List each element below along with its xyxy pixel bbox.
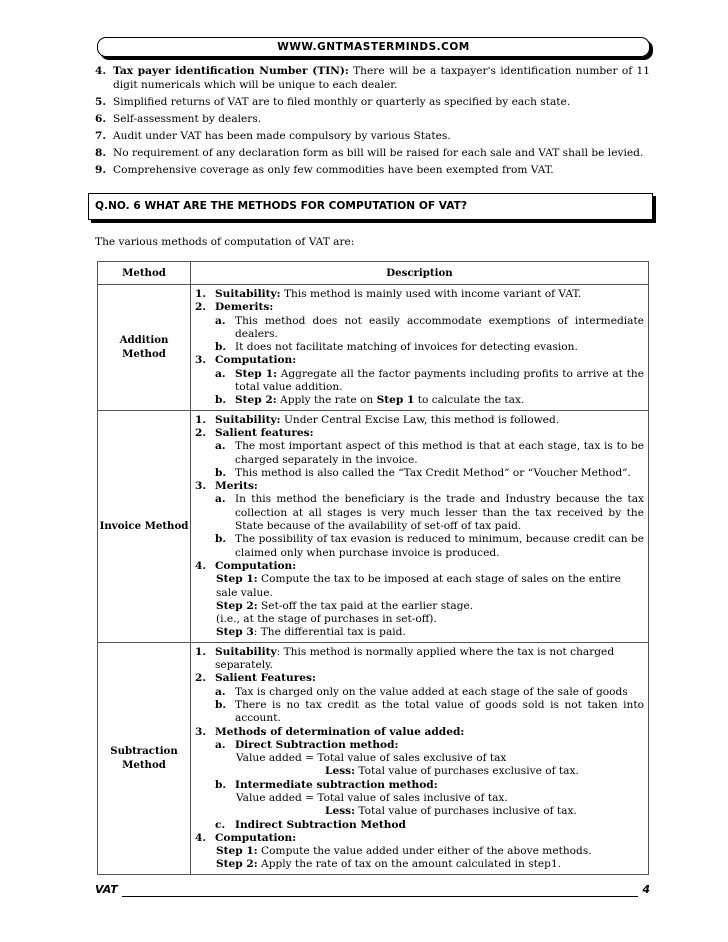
list-item: 7. Audit under VAT has been made compulsory by various States. xyxy=(95,130,451,142)
footer-subject: VAT xyxy=(95,883,118,896)
feature-list xyxy=(95,64,650,180)
vat-methods-table xyxy=(97,261,649,875)
footer-rule xyxy=(122,896,638,897)
list-item: 5. Simplified returns of VAT are to filed monthly or quarterly as specified by each state. xyxy=(95,96,571,108)
page-number: 4 xyxy=(642,883,650,896)
table-row xyxy=(98,410,649,642)
method-name: Addition Method xyxy=(98,285,191,411)
method-description: 1. Suitability: This method is normally applied where the tax is not charged separately. 2. Salient Features: a. Tax is charged only on the value added at each stage of the sale of goods b. There is no tax credit as the total value of goods sold is not taken into account. 3. Methods of determination of value added: a. Direct Subtraction method: Value added = Total value of sales exclusive of tax Less: Total value of purchases exclusive of tax. b. Intermediate subtraction method: Value added = Total value of sales inclusive of tax. Less: Total value of purchases inclusive of tax. c. Indirect Subtraction Method 4. Computation: Step 1: Compute the value added under either of the above methods. Step 2: Apply the rate of tax on the amount calculated in step1. xyxy=(191,642,649,874)
question-heading: Q.NO. 6 WHAT ARE THE METHODS FOR COMPUTATION OF VAT? xyxy=(88,193,653,220)
website-header: WWW.GNTMASTERMINDS.COM xyxy=(97,37,650,57)
list-item: 8. No requirement of any declaration form as bill will be raised for each sale and VAT shall be levied. xyxy=(95,147,644,159)
table-row xyxy=(98,285,649,411)
method-name: Subtraction Method xyxy=(98,642,191,874)
list-item: 4. Tax payer identification Number (TIN): There will be a taxpayer's identification number of 11 digit numericals which will be unique to each dealer. xyxy=(95,65,650,91)
intro-text: The various methods of computation of VAT are: xyxy=(95,236,355,248)
method-description: 1. Suitability: Under Central Excise Law, this method is followed. 2. Salient features: a. The most important aspect of this method is that at each stage, tax is to be charged separately in the invoice. b. This method is also called the “Tax Credit Method” or “Voucher Method”. 3. Merits: a. In this method the beneficiary is the trade and Industry because the tax collection at all stages is very much lesser than the tax received by the State because of the availability of set-off of tax paid. b. The possibility of tax evasion is reduced to minimum, because credit can be claimed only when purchase invoice is produced. 4. Computation: Step 1: Compute the tax to be imposed at each stage of sales on the entire sale value. Step 2: Set-off the tax paid at the earlier stage. (i.e., at the stage of purchases in set-off). Step 3: The differential tax is paid. xyxy=(191,410,649,642)
method-name: Invoice Method xyxy=(98,410,191,642)
list-item: 9. Comprehensive coverage as only few commodities have been exempted from VAT. xyxy=(95,164,554,176)
column-header-method: Method xyxy=(98,262,191,285)
list-item: 6. Self-assessment by dealers. xyxy=(95,113,262,125)
method-description: 1. Suitability: This method is mainly used with income variant of VAT. 2. Demerits: a. This method does not easily accommodate exemptions of intermediate dealers. b. It does not facilitate matching of invoices for detecting evasion. 3. Computation: a. Step 1: Aggregate all the factor payments including profits to arrive at the total value addition. b. Step 2: Apply the rate on Step 1 to calculate the tax. xyxy=(191,285,649,411)
column-header-description: Description xyxy=(191,262,649,285)
page-footer xyxy=(95,883,650,901)
table-header-row xyxy=(98,262,649,285)
table-row xyxy=(98,642,649,874)
